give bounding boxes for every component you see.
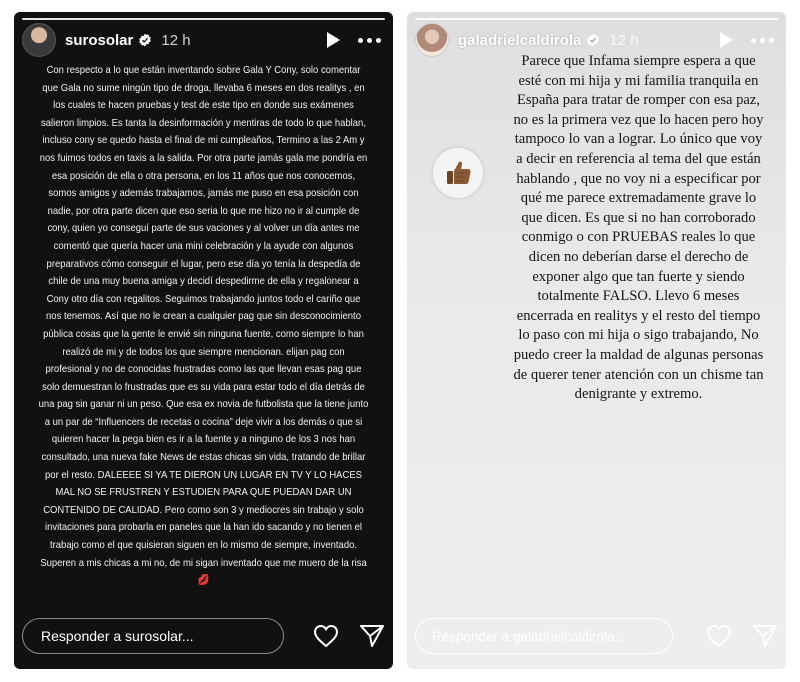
post-time: 12 h: [609, 31, 639, 49]
story-progress-bar: [22, 18, 385, 20]
verified-badge-icon: [138, 33, 152, 47]
send-icon[interactable]: [752, 623, 778, 649]
story-galadrielcaldirola[interactable]: [407, 12, 786, 669]
thumbs-up-sticker: [433, 148, 483, 198]
heart-icon[interactable]: [706, 623, 732, 649]
story-footer: [415, 617, 778, 655]
kiss-emoji: 💋: [197, 575, 210, 587]
username[interactable]: surosolar: [65, 31, 134, 49]
reply-input[interactable]: Responder a surosolar...: [22, 618, 284, 654]
more-options-icon[interactable]: [751, 38, 774, 43]
story-text: Parece que Infama siempre espera a que esté con mi hija y mi familia tranquila en España para tratar de romper con esa paz, no es la primera vez que lo hacen pero hoy tampoco lo van a lograr. Lo único que voy a decir en referencia al tema del que están hablando , que no voy ni a especificar por qué me parece extremadamente grave lo que dicen. Es que si no han corroborado conmigo o con PRUEBAS reales lo que dicen no deberían darse el derecho de exponer algo que tan fuerte y siendo totalmente FALSO. Llevo 6 meses encerrada en realitys y el resto del tiempo lo paso con mi hija o sigo trabajando, No puedo creer la maldad de algunas personas de querer tener atención con un chisme tan denigrante y extremo.: [513, 53, 764, 403]
play-icon[interactable]: [720, 32, 733, 48]
reply-input[interactable]: Responder a galadrielcaldirola...: [415, 618, 673, 654]
heart-icon[interactable]: [313, 623, 339, 649]
story-header: [22, 22, 385, 58]
verified-badge-icon: [586, 33, 600, 47]
thumbs-up-icon: [443, 158, 473, 188]
story-footer: [22, 617, 385, 655]
story-text: Con respecto a lo que están inventando sobre Gala Y Cony, solo comentar que Gala no sume ningún tipo de droga, llevaba 6 meses en dos realitys , en los cuales te hacen pruebas y test de este tipo en donde sus exámenes salieron limpios. Es tanta la desinformación y mentiras de todo lo que hablan, incluso cony se quedo hasta el final de mi cumpleaños, Termino a las 2 Am y nos fuimos todos en taxis a la salida. Por otra parte jamás gala me pondría en esa posición de ella o otra persona, en los 11 años que nos conocemos, somos amigos y además trabajamos, jamás me puso en esa posición con nadie, por otra parte dicen que eso seria lo que me hizo no ir al cumple de cony, quien yo conseguí parte de sus vaciones y al volver un día antes me comentó que quería hacer una mini celebración y la ayude con algunos preparativos cómo conseguir el lugar, pero ese día yo tenía la despedía de chile de una muy buena amiga y decidí despedirme de ella y regalonear a Cony otro día con regalitos. Seguimos trabajando juntos todo el cariño que nos tenemos. Así que no le crean a cualquier pag que sin desconocimiento pública cosas que la gente le envié sin ninguna fuente, como siempre lo han realizó de mi y de todos los que siempre mencionan. elijan pag con profesional y no de conocidas frustradas como las que llevan esas pag que solo demuestran lo frustradas que es su vida para estar todo el día detrás de una pag sin ganar ni un peso. Que esa ex novia de futbolista que la tiene junto a un par de “Influencers de recetas o cocina” deje vivir a los demás o que si quieren hacer la pega bien es ir a la fuente y a ninguno de los 3 nos han consultado, una nueva fake News de estas chicas sin vida, tratando de brillar por el resto. DALEEEE SI YA TE DIERON UN LUGAR EN TV Y LO HACES MAL NO SE FRUSTREN Y ESTUDIEN PARA QUE PUEDAN DAR UN CONTENIDO DE CALIDAD. Pero como son 3 y mediocres sin trabajo y solo invitaciones para probarla en paneles que la han ido sacando y no tienen el trabajo como el que quisieran siguen en lo mismo de siempre, inventado. Superen a mis chicas a mi no, de mi sigan inventado que me muero de la risa 💋: [38, 65, 369, 587]
username[interactable]: galadrielcaldirola: [458, 31, 582, 49]
story-progress-bar: [415, 18, 778, 20]
story-surosolar[interactable]: [14, 12, 393, 669]
send-icon[interactable]: [359, 623, 385, 649]
play-icon[interactable]: [327, 32, 340, 48]
avatar[interactable]: [22, 23, 56, 57]
post-time: 12 h: [161, 31, 191, 49]
avatar[interactable]: [415, 23, 449, 57]
more-options-icon[interactable]: [358, 38, 381, 43]
